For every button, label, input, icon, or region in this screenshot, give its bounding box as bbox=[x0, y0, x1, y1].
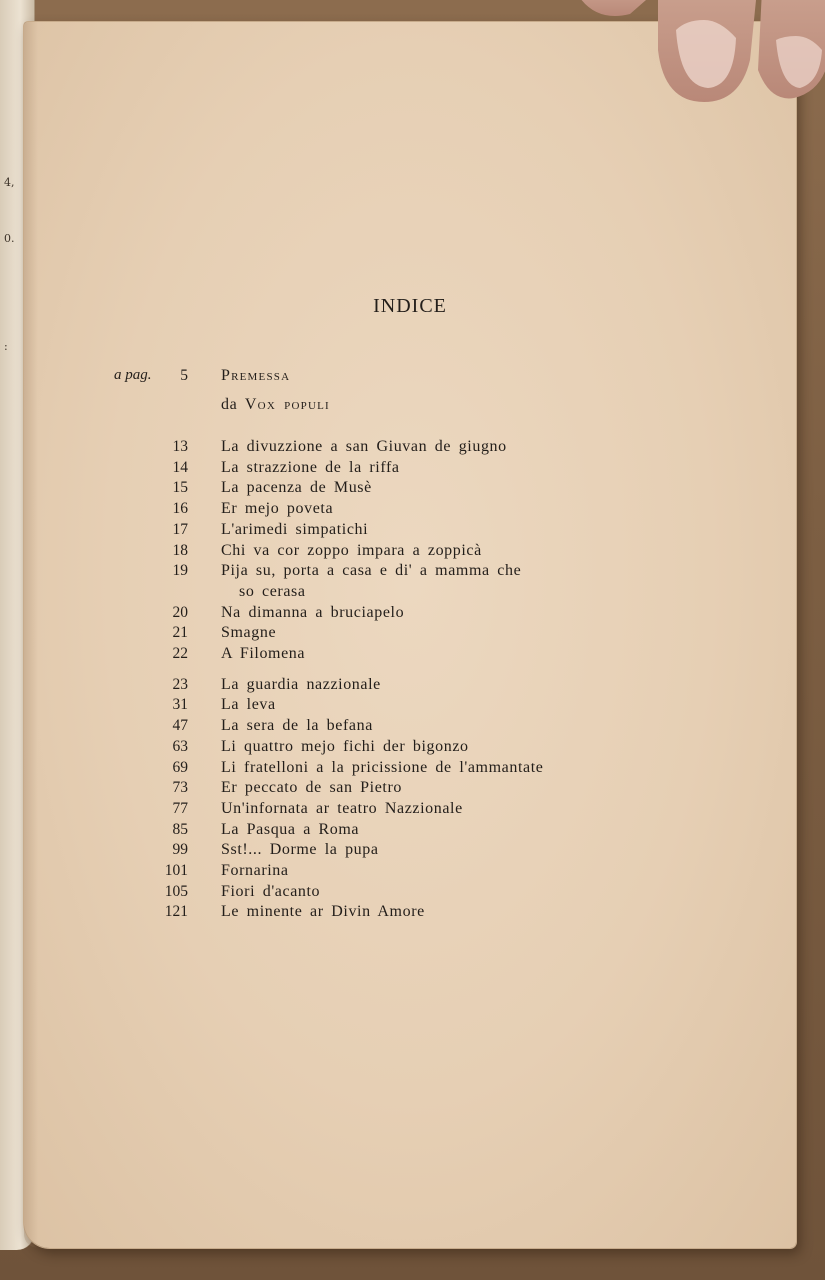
toc-row bbox=[24, 757, 796, 778]
toc-title: Fiori d'acanto bbox=[221, 882, 321, 900]
toc-page-number: 22 bbox=[172, 645, 188, 662]
toc-row bbox=[24, 622, 796, 643]
toc-title: La divuzzione a san Giuvan de giugno bbox=[221, 438, 507, 455]
toc-title: Li quattro mejo fichi der bigonzo bbox=[221, 737, 469, 755]
toc-title: Fornarina bbox=[221, 862, 289, 879]
toc-title: Smagne bbox=[221, 624, 277, 642]
margin-mark: : bbox=[4, 340, 8, 353]
margin-mark: 0. bbox=[4, 232, 15, 245]
section-name: Vox populi bbox=[244, 396, 330, 413]
toc-row bbox=[24, 901, 796, 922]
toc-page-number: 47 bbox=[172, 717, 188, 735]
toc-section-heading bbox=[24, 394, 796, 415]
toc-title: La strazzione de la riffa bbox=[221, 458, 400, 476]
toc-row bbox=[24, 715, 796, 736]
toc-title: La guardia nazzionale bbox=[221, 675, 381, 693]
toc-title: La Pasqua a Roma bbox=[221, 820, 360, 838]
toc-title: Er peccato de san Pietro bbox=[221, 779, 403, 797]
toc-page-number: 5 bbox=[180, 367, 188, 384]
toc-title: Premessa bbox=[221, 367, 291, 384]
toc-row bbox=[24, 839, 796, 860]
toc-page-number: 20 bbox=[172, 603, 188, 621]
toc-title: Pija su, porta a casa e di' a mamma che bbox=[221, 562, 522, 580]
toc-row bbox=[24, 819, 796, 840]
toc-row bbox=[24, 436, 796, 457]
toc-row bbox=[24, 477, 796, 498]
toc-title: Le minente ar Divin Amore bbox=[221, 903, 425, 921]
toc-title: A Filomena bbox=[221, 645, 306, 662]
toc-title: La leva bbox=[221, 696, 276, 714]
toc-page-number: 63 bbox=[172, 737, 188, 755]
toc-title: La pacenza de Musè bbox=[221, 479, 372, 497]
toc-page-number: 19 bbox=[172, 562, 188, 580]
toc-title: Chi va cor zoppo impara a zoppicà bbox=[221, 541, 482, 559]
toc-page-number: 101 bbox=[164, 862, 188, 879]
toc-page-number: 85 bbox=[172, 820, 188, 838]
toc-page-number: 99 bbox=[172, 841, 188, 859]
toc-page-number: 121 bbox=[164, 903, 188, 921]
toc-page-number: 14 bbox=[172, 458, 188, 476]
toc-page-number: 15 bbox=[172, 479, 188, 497]
toc-row bbox=[24, 540, 796, 561]
toc-page-number: 17 bbox=[172, 520, 188, 538]
toc-page-number: 69 bbox=[172, 758, 188, 776]
toc-page-number: 23 bbox=[172, 675, 188, 693]
margin-mark: 4, bbox=[4, 176, 15, 189]
toc-row bbox=[24, 581, 796, 602]
toc-row bbox=[24, 674, 796, 695]
toc-page-number: 21 bbox=[172, 624, 188, 642]
section-prefix: da bbox=[221, 396, 238, 413]
toc-page-number: 31 bbox=[172, 696, 188, 714]
toc-title: Na dimanna a bruciapelo bbox=[221, 603, 405, 621]
toc-row bbox=[24, 881, 796, 902]
toc-row bbox=[24, 643, 796, 664]
toc-page-number: 16 bbox=[172, 500, 188, 518]
toc-row bbox=[24, 736, 796, 757]
toc-title: Sst!... Dorme la pupa bbox=[221, 841, 379, 859]
toc-row bbox=[24, 519, 796, 540]
toc-title: Li fratelloni a la pricissione de l'ammantate bbox=[221, 758, 544, 776]
toc-page-number: 77 bbox=[172, 799, 188, 817]
toc-row bbox=[24, 798, 796, 819]
index-page bbox=[24, 22, 796, 1248]
toc-page-number: 73 bbox=[172, 779, 188, 797]
toc-row bbox=[24, 457, 796, 478]
page-lead-label: a pag. bbox=[114, 367, 152, 383]
toc-row bbox=[24, 498, 796, 519]
toc-title: L'arimedi simpatichi bbox=[221, 520, 369, 538]
toc-row bbox=[24, 777, 796, 798]
page-title: INDICE bbox=[373, 295, 447, 317]
toc-title: Er mejo poveta bbox=[221, 500, 334, 518]
toc-row bbox=[24, 860, 796, 881]
toc-title: Un'infornata ar teatro Nazzionale bbox=[221, 799, 463, 817]
toc-row bbox=[24, 602, 796, 623]
toc-title: La sera de la befana bbox=[221, 717, 373, 735]
toc-page-number: 18 bbox=[172, 541, 188, 559]
toc-title: so cerasa bbox=[239, 582, 306, 600]
toc-page-number: 13 bbox=[172, 438, 188, 455]
toc-row bbox=[24, 560, 796, 581]
thumb bbox=[580, 0, 825, 110]
toc-row-preface bbox=[24, 365, 796, 386]
toc-page-number: 105 bbox=[164, 882, 188, 900]
toc-row bbox=[24, 694, 796, 715]
